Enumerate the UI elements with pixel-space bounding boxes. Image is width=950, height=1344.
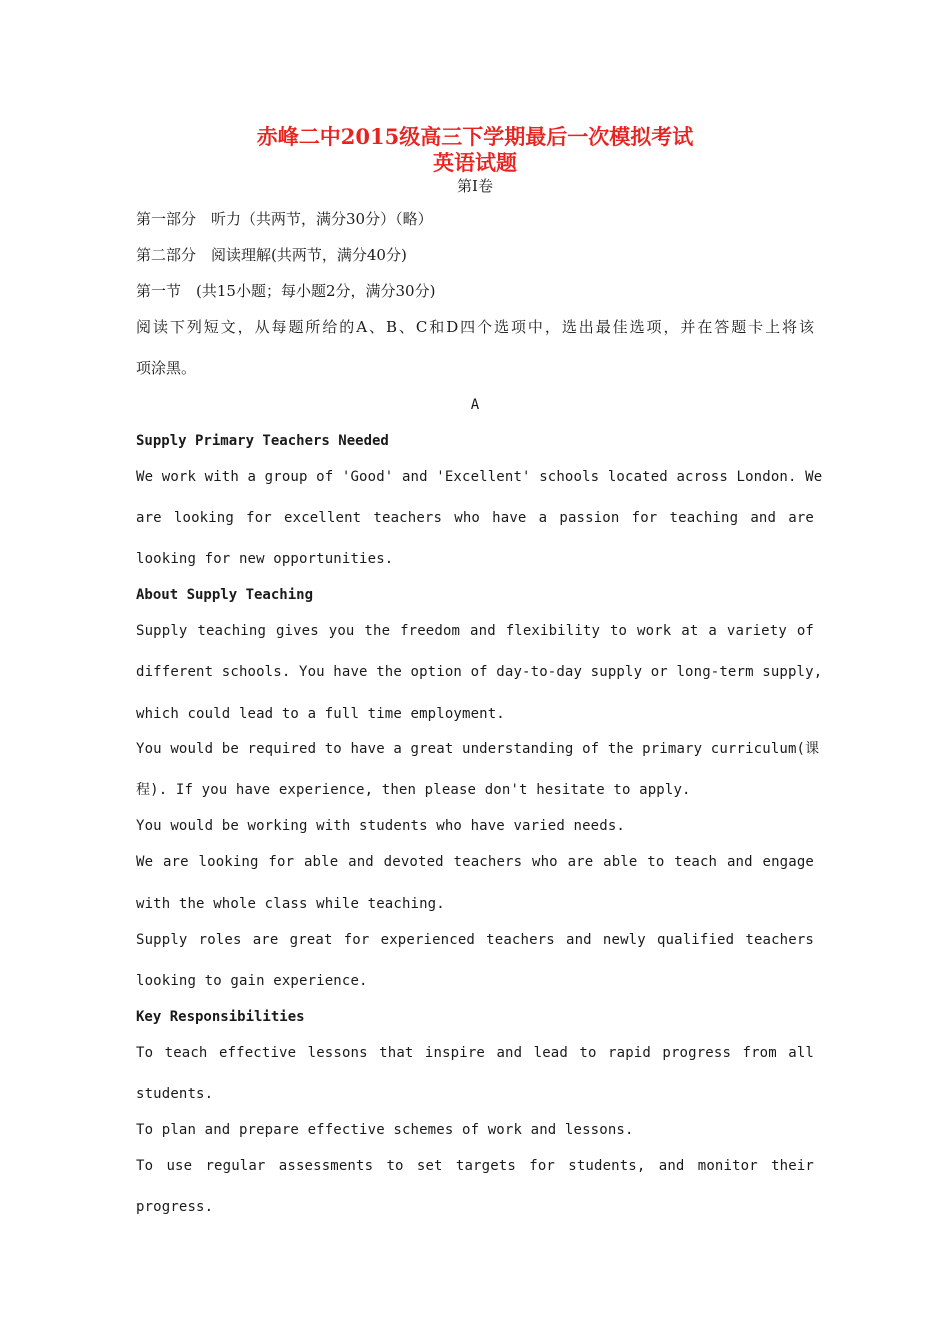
directions-line-1: 阅读下列短文，从每题所给的A、B、C和D四个选项中，选出最佳选项，并在答题卡上将该 <box>136 318 814 336</box>
paragraph-line: Supply teaching gives you the freedom and flexibility to work at a variety of <box>136 623 814 639</box>
paragraph-line: We are looking for able and devoted teachers who are able to teach and engage <box>136 854 814 870</box>
paragraph-line: 程). If you have experience, then please don't hesitate to apply. <box>136 782 691 798</box>
paragraph-line: You would be required to have a great understanding of the primary curriculum(课 <box>136 741 820 757</box>
exam-subject-title: 英语试题 <box>433 150 517 175</box>
paragraph-line: different schools. You have the option of day-to-day supply or long-term supply, <box>136 664 823 680</box>
section1-info: 第一节 (共15小题；每小题2分，满分30分) <box>136 282 436 300</box>
paragraph-line: To plan and prepare effective schemes of work and lessons. <box>136 1122 634 1138</box>
paragraph-line: You would be working with students who have varied needs. <box>136 818 625 834</box>
passage-heading-about: About Supply Teaching <box>136 587 314 603</box>
passage-heading-supply-teachers: Supply Primary Teachers Needed <box>136 433 389 449</box>
paragraph-line: progress. <box>136 1199 214 1215</box>
passage-label: A <box>470 397 480 413</box>
paragraph-line: which could lead to a full time employment. <box>136 706 505 722</box>
paragraph-line: looking to gain experience. <box>136 973 368 989</box>
exam-title: 赤峰二中2015级高三下学期最后一次模拟考试 <box>256 124 694 149</box>
directions-line-2: 项涂黑。 <box>136 359 197 377</box>
paragraph-line: are looking for excellent teachers who have a passion for teaching and are <box>136 510 814 526</box>
volume-label: 第Ⅰ卷 <box>457 177 493 195</box>
paragraph-line: students. <box>136 1086 214 1102</box>
paragraph-line: Supply roles are great for experienced teachers and newly qualified teachers <box>136 932 814 948</box>
paragraph-line: We work with a group of 'Good' and 'Excellent' schools located across London. We <box>136 469 823 485</box>
part1-listening: 第一部分 听力（共两节，满分30分）（略） <box>136 210 433 228</box>
part2-reading: 第二部分 阅读理解(共两节，满分40分) <box>136 246 407 264</box>
paragraph-line: looking for new opportunities. <box>136 551 394 567</box>
paragraph-line: To teach effective lessons that inspire and lead to rapid progress from all <box>136 1045 814 1061</box>
paragraph-line: To use regular assessments to set targets for students, and monitor their <box>136 1158 814 1174</box>
paragraph-line: with the whole class while teaching. <box>136 896 445 912</box>
passage-heading-responsibilities: Key Responsibilities <box>136 1009 305 1025</box>
